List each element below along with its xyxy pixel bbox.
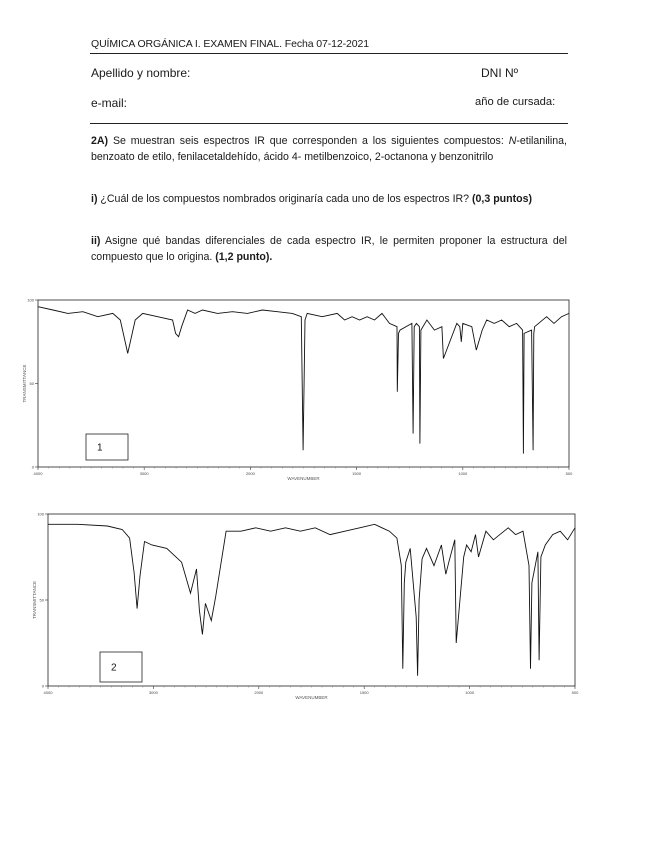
spectrum-1-y-tick-label: 100 xyxy=(27,297,34,303)
header-rule-top xyxy=(90,53,568,54)
spectrum-1-label-box xyxy=(86,434,128,460)
question-intro-a: Se muestran seis espectros IR que corresponden a los siguientes compuestos: xyxy=(108,135,509,147)
spectrum-2-label-box xyxy=(100,652,142,682)
spectrum-1-x-axis-title: WAVENUMBER xyxy=(287,476,320,481)
spectrum-2-y-tick-label: 50 xyxy=(39,597,44,603)
email-label: e-mail: xyxy=(91,96,128,110)
spectrum-1-y-axis-title: TRANSMITTANCE xyxy=(22,364,27,403)
spectrum-1-trace xyxy=(38,307,569,454)
ir-spectrum-2-svg xyxy=(28,506,648,706)
header-rule-bottom xyxy=(90,123,568,124)
question-part-ii xyxy=(91,234,567,265)
year-label: año de cursada: xyxy=(475,96,556,108)
question-intro-italic: N xyxy=(508,135,517,147)
spectrum-1-x-tick-label: 500 xyxy=(565,471,573,476)
part-ii-points: (1,2 punto). xyxy=(215,250,273,263)
spectrum-1-x-tick-label: 1500 xyxy=(352,471,362,476)
part-ii-text: Asigne qué bandas diferenciales de cada espectro IR, le permiten proponer la estructura del compuesto que lo origina. xyxy=(91,235,567,263)
part-i-id: i) xyxy=(91,193,98,205)
ir-spectrum-1 xyxy=(22,292,648,487)
part-i-points: (0,3 puntos) xyxy=(472,193,533,205)
spectrum-2-y-tick-label: 100 xyxy=(37,511,44,517)
question-intro xyxy=(91,134,567,165)
spectrum-2-y-axis-title: TRANSMITTANCE xyxy=(32,581,37,619)
spectrum-2-x-axis-title: WAVENUMBER xyxy=(295,695,328,700)
spectrum-2-x-tick-label: 500 xyxy=(571,690,579,695)
question-part-i xyxy=(91,192,567,208)
spectrum-2-x-tick-label: 1500 xyxy=(359,690,369,695)
spectrum-1-x-tick-label: 3000 xyxy=(139,471,149,476)
spectrum-1-x-tick-label: 1000 xyxy=(458,471,468,476)
ir-spectrum-2 xyxy=(28,506,648,706)
spectrum-2-x-tick-label: 2000 xyxy=(254,690,264,695)
spectrum-1-label: 1 xyxy=(97,442,103,454)
question-intro-b: -etilanilina, benzoato de etilo, fenilacetaldehído, ácido 4- metilbenzoico, 2-octanona y benzonitrilo xyxy=(91,135,567,163)
part-ii-id: ii) xyxy=(91,235,101,247)
spectrum-2-x-tick-label: 1000 xyxy=(465,690,475,695)
exam-header-title: QUÍMICA ORGÁNICA I. EXAMEN FINAL. Fecha 07-12-2021 xyxy=(91,38,370,50)
dni-label: DNI Nº xyxy=(481,66,519,80)
spectrum-1-x-tick-label: 2000 xyxy=(245,471,255,476)
spectrum-2-x-tick-label: 4000 xyxy=(43,690,53,695)
question-id: 2A) xyxy=(91,135,109,147)
spectrum-1-y-tick-label: 0 xyxy=(31,464,34,470)
spectrum-1-x-tick-label: 4000 xyxy=(33,471,43,476)
spectrum-2-label: 2 xyxy=(111,662,117,674)
spectrum-2-x-tick-label: 3000 xyxy=(148,690,158,695)
spectrum-2-y-tick-label: 0 xyxy=(41,683,44,689)
name-label: Apellido y nombre: xyxy=(91,66,191,80)
part-i-text: ¿Cuál de los compuestos nombrados originaría cada uno de los espectros IR? xyxy=(97,193,473,205)
spectrum-1-y-tick-label: 50 xyxy=(29,381,34,386)
ir-spectrum-1-svg xyxy=(22,292,648,487)
